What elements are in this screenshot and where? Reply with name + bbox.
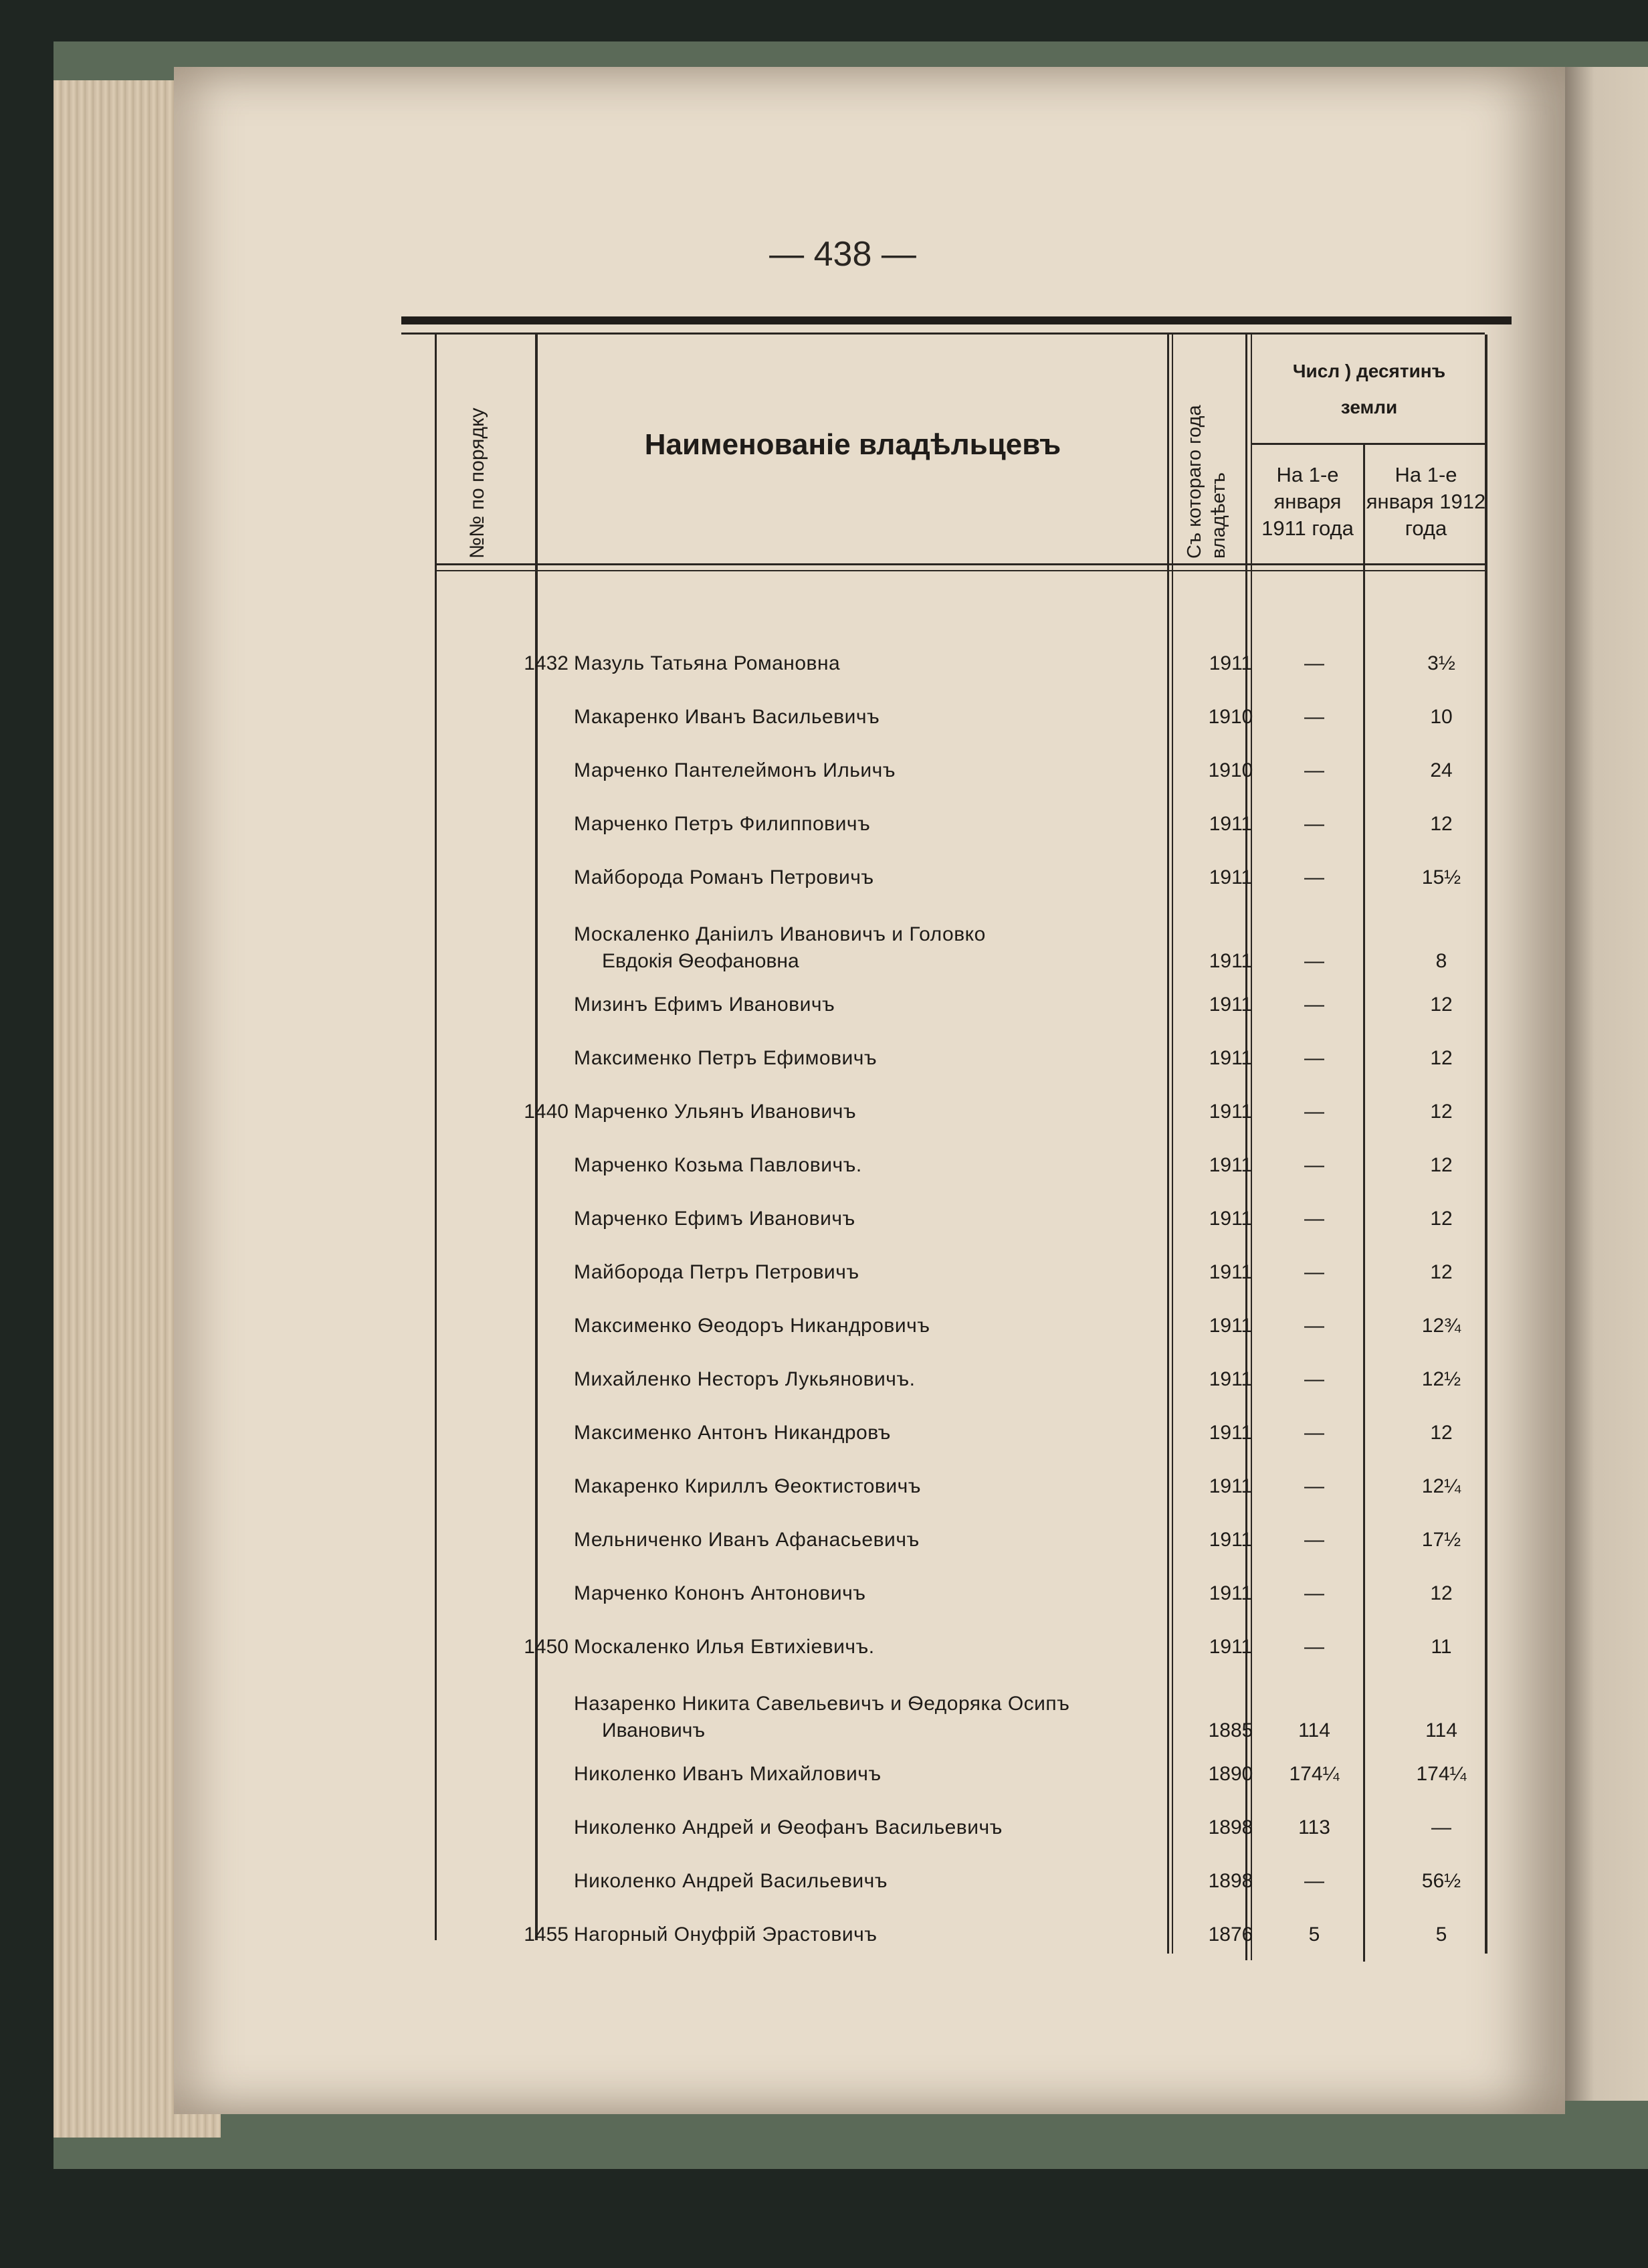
table-row (401, 1870, 1485, 1910)
row-year: 1911 (1209, 994, 1253, 1016)
row-owner-name: Максименко Ѳеодоръ Никандровичъ (574, 1315, 930, 1337)
table-row (401, 1475, 1485, 1515)
row-area-1912: 15½ (1421, 866, 1461, 888)
row-owner-name: Марченко Ефимъ Ивановичъ (574, 1208, 855, 1230)
row-year: 1911 (1209, 1261, 1253, 1283)
table-top-rule-thin (401, 333, 1485, 335)
table-row (401, 1261, 1485, 1301)
row-area-1911: — (1304, 950, 1324, 972)
header-col-1912: На 1-е января 1912 года (1366, 463, 1486, 540)
row-area-1912: 8 (1435, 950, 1447, 972)
header-bottom-rule (435, 563, 1486, 565)
row-area-1911: 174¼ (1289, 1763, 1340, 1785)
row-area-1912: 11 (1431, 1636, 1452, 1658)
row-year: 1898 (1208, 1816, 1253, 1838)
header-col-group (1252, 353, 1486, 426)
row-year: 1911 (1209, 866, 1253, 888)
row-area-1912: 12¾ (1421, 1315, 1461, 1337)
row-year: 1911 (1209, 1315, 1253, 1337)
row-year: 1885 (1208, 1719, 1253, 1741)
row-owner-name-cont: Ивановичъ (602, 1719, 706, 1741)
row-number: 1455 (524, 1923, 569, 1946)
row-area-1912: 24 (1430, 759, 1453, 781)
row-owner-name: Мизинъ Ефимъ Ивановичъ (574, 994, 835, 1016)
row-area-1911: 113 (1298, 1816, 1330, 1838)
table-row (401, 813, 1485, 853)
row-number: 1432 (524, 652, 569, 674)
row-area-1912: — (1431, 1816, 1451, 1838)
row-area-1912: 17½ (1421, 1529, 1461, 1551)
row-year: 1911 (1209, 1422, 1253, 1444)
row-owner-name: Москаленко Даніилъ Ивановичъ и Головко (574, 923, 986, 945)
row-area-1911: — (1304, 652, 1324, 674)
table-row (401, 1763, 1485, 1803)
row-owner-name: Макаренко Кириллъ Ѳеоктистовичъ (574, 1475, 921, 1497)
row-owner-name: Марченко Петръ Филипповичъ (574, 813, 871, 835)
row-area-1911: — (1304, 1368, 1324, 1390)
row-area-1911: — (1304, 1475, 1324, 1497)
table-row (401, 1693, 1485, 1760)
row-year: 1911 (1209, 813, 1253, 835)
row-owner-name: Марченко Кононъ Антоновичъ (574, 1582, 866, 1604)
header-bottom-rule-double (435, 570, 1486, 571)
row-year: 1911 (1209, 652, 1253, 674)
row-area-1911: — (1304, 1261, 1324, 1283)
row-year: 1910 (1208, 759, 1253, 781)
header-col-1911: На 1-е января 1911 года (1261, 463, 1354, 540)
row-area-1911: — (1304, 813, 1324, 835)
row-area-1912: 12 (1430, 1582, 1453, 1604)
row-area-1912: 174¼ (1416, 1763, 1467, 1785)
table-row (401, 866, 1485, 907)
row-owner-name: Николенко Андрей Васильевичъ (574, 1870, 888, 1892)
row-year: 1911 (1209, 1047, 1253, 1069)
header-col-group-line1: Числ ) десятинъ (1292, 361, 1446, 381)
row-area-1911: — (1304, 1529, 1324, 1551)
row-owner-name: Назаренко Никита Савельевичъ и Ѳедоряка Осипъ (574, 1693, 1070, 1715)
row-year: 1890 (1208, 1763, 1253, 1785)
row-owner-name: Майборода Петръ Петровичъ (574, 1261, 859, 1283)
row-owner-name: Максименко Петръ Ефимовичъ (574, 1047, 878, 1069)
row-owner-name: Майборода Романъ Петровичъ (574, 866, 874, 888)
row-year: 1911 (1209, 1101, 1253, 1123)
row-area-1911: — (1304, 1154, 1324, 1176)
header-col-name: Наименованіе владѣльцевъ (644, 428, 1061, 461)
table-row (401, 994, 1485, 1034)
table-row (401, 1101, 1485, 1141)
row-number: 1450 (524, 1636, 569, 1658)
row-area-1911: — (1304, 1582, 1324, 1604)
row-year: 1911 (1209, 1636, 1253, 1658)
row-area-1911: — (1304, 866, 1324, 888)
row-area-1912: 12 (1430, 813, 1453, 835)
row-area-1912: 12 (1430, 1101, 1453, 1123)
row-area-1912: 12 (1430, 1261, 1453, 1283)
row-area-1911: — (1304, 1047, 1324, 1069)
row-area-1912: 12 (1430, 1047, 1453, 1069)
row-owner-name: Михайленко Несторъ Лукьяновичъ. (574, 1368, 916, 1390)
row-owner-name: Марченко Пантелеймонъ Ильичъ (574, 759, 896, 781)
table-row (401, 1422, 1485, 1462)
table-row (401, 1047, 1485, 1087)
row-owner-name: Москаленко Илья Евтихіевичъ. (574, 1636, 875, 1658)
row-year: 1911 (1209, 1582, 1253, 1604)
facing-page-edge (1558, 67, 1648, 2101)
table-top-rule (401, 316, 1512, 324)
row-owner-name: Нагорный Онуфрій Эрастовичъ (574, 1923, 878, 1946)
row-area-1912: 56½ (1421, 1870, 1461, 1892)
row-year: 1898 (1208, 1870, 1253, 1892)
table-row (401, 759, 1485, 799)
row-area-1911: — (1304, 1208, 1324, 1230)
header-col-group-line2: земли (1340, 397, 1398, 417)
row-area-1912: 12 (1430, 1422, 1453, 1444)
row-area-1911: — (1304, 1870, 1324, 1892)
table-row (401, 923, 1485, 990)
row-area-1912: 10 (1430, 706, 1453, 728)
row-owner-name-cont: Евдокія Ѳеофановна (602, 950, 799, 972)
row-area-1912: 5 (1435, 1923, 1447, 1946)
table-row (401, 706, 1485, 746)
row-owner-name: Мазуль Татьяна Романовна (574, 652, 841, 674)
row-area-1911: — (1304, 759, 1324, 781)
row-year: 1911 (1209, 950, 1253, 972)
row-area-1911: — (1304, 1315, 1324, 1337)
row-number: 1440 (524, 1101, 569, 1123)
header-group-rule (1252, 443, 1486, 445)
table-row (401, 1368, 1485, 1408)
page-number: — 438 — (769, 235, 916, 274)
row-owner-name: Николенко Андрей и Ѳеофанъ Васильевичъ (574, 1816, 1003, 1838)
row-area-1911: — (1304, 1101, 1324, 1123)
row-year: 1911 (1209, 1208, 1253, 1230)
header-col-number: №№ по порядку (466, 407, 488, 559)
table-row (401, 1208, 1485, 1248)
row-owner-name: Марченко Ульянъ Ивановичъ (574, 1101, 857, 1123)
row-owner-name: Марченко Козьма Павловичъ. (574, 1154, 862, 1176)
row-area-1911: 5 (1308, 1923, 1320, 1946)
table-row (401, 652, 1485, 692)
table-row (401, 1923, 1485, 1964)
row-year: 1911 (1209, 1475, 1253, 1497)
table-row (401, 1636, 1485, 1676)
row-year: 1911 (1209, 1154, 1253, 1176)
row-owner-name: Максименко Антонъ Никандровъ (574, 1422, 891, 1444)
row-year: 1910 (1208, 706, 1253, 728)
row-area-1911: — (1304, 1636, 1324, 1658)
row-area-1912: 114 (1425, 1719, 1457, 1741)
row-area-1911: 114 (1298, 1719, 1330, 1741)
header-col-year: Съ котораго года владѣетъ (1184, 405, 1229, 559)
row-area-1911: — (1304, 706, 1324, 728)
row-area-1911: — (1304, 1422, 1324, 1444)
table-row (401, 1816, 1485, 1857)
row-year: 1911 (1209, 1529, 1253, 1551)
row-area-1911: — (1304, 994, 1324, 1016)
row-area-1912: 12½ (1421, 1368, 1461, 1390)
row-year: 1911 (1209, 1368, 1253, 1390)
table-row (401, 1154, 1485, 1194)
row-area-1912: 12 (1430, 1208, 1453, 1230)
row-owner-name: Николенко Иванъ Михайловичъ (574, 1763, 882, 1785)
table-row (401, 1315, 1485, 1355)
row-owner-name: Макаренко Иванъ Васильевичъ (574, 706, 880, 728)
table-row (401, 1529, 1485, 1569)
row-area-1912: 12 (1430, 994, 1453, 1016)
row-area-1912: 3½ (1427, 652, 1455, 674)
table-row (401, 1582, 1485, 1622)
row-area-1912: 12 (1430, 1154, 1453, 1176)
row-year: 1876 (1208, 1923, 1253, 1946)
row-owner-name: Мельниченко Иванъ Афанасьевичъ (574, 1529, 920, 1551)
row-area-1912: 12¼ (1421, 1475, 1461, 1497)
